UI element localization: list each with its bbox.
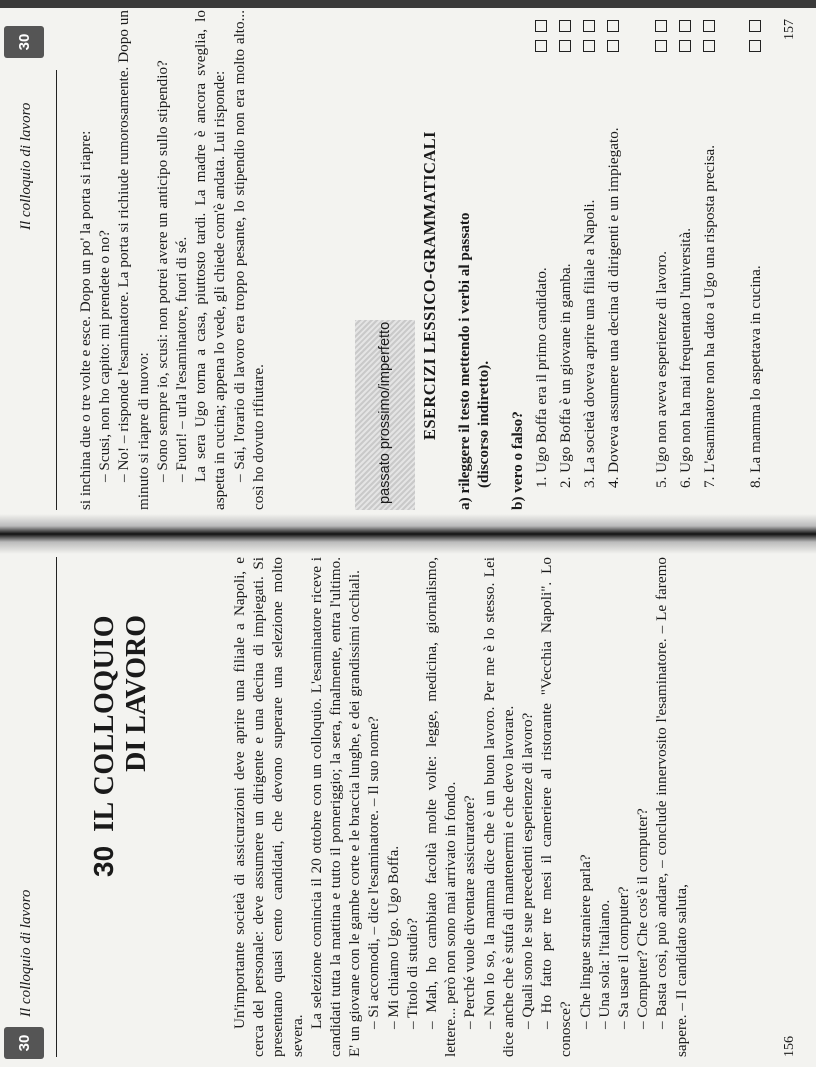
title-line-1: IL COLLOQUIO (89, 615, 120, 832)
dialogue-line: – Sai, l'orario di lavoro era troppo pesante, lo stipendio non era molto alto... così ho dovuto rifiutare. (230, 10, 267, 510)
exercise-instruction: rileggere il testo mettendo i verbi al passato (456, 212, 473, 494)
dialogue-line: – Ho fatto per tre mesi il cameriere al ristorante "Vecchia Napoli". Lo conosce? (538, 557, 575, 1057)
statement-text: Ugo non aveva esperienze di lavoro. (653, 250, 670, 473)
dialogue-line: – Basta così, può andare, – conclude innervosito l'esaminatore. – Le faremo sapere. – Il candidato saluta, (653, 557, 690, 1057)
chapter-title (88, 557, 153, 877)
row-checkboxes (556, 12, 574, 52)
story-text (76, 10, 268, 510)
statement-item (580, 58, 599, 488)
running-head: Il colloquio di lavoro (18, 102, 34, 230)
chapter-badge: 30 (4, 1027, 44, 1059)
statement-item (556, 58, 575, 488)
exercise-instruction: vero o falso? (509, 411, 526, 493)
dialogue-line: – Si accomodi, – dice l'esaminatore. – Il suo nome? (365, 716, 383, 1029)
dialogue-line: – Titolo di studio? (403, 918, 421, 1029)
dialogue-line: – Una sola: l'italiano. (595, 899, 613, 1029)
checkbox[interactable] (607, 20, 619, 32)
statement-number: 2. (557, 476, 574, 488)
statement-number: 4. (605, 476, 622, 488)
dialogue-line: – Sa usare il computer? (615, 886, 633, 1029)
statement-text: L'esaminatore non ha dato a Ugo una risposta precisa. (701, 144, 718, 473)
paragraph: La selezione comincia il 20 ottobre con un colloquio. L'esaminatore riceve i candidati tutta la mattina e tutto il pomeriggio; la sera, finalmente, entra l'ultimo. E' un giovane con le gambe corte e le braccia lunghe, e dei grandissimi occhiali. (307, 557, 364, 1057)
checkbox[interactable] (559, 40, 571, 52)
checkbox[interactable] (679, 40, 691, 52)
dialogue-line: – Che lingue straniere parla? (576, 854, 594, 1029)
exercise-a (455, 10, 493, 510)
checkbox[interactable] (607, 40, 619, 52)
checkbox[interactable] (559, 20, 571, 32)
right-page (0, 0, 816, 530)
running-head: Il colloquio di lavoro (18, 889, 34, 1017)
exercise-letter: a) (456, 497, 473, 510)
exercise-letter: b) (509, 496, 526, 510)
row-checkboxes (746, 12, 764, 52)
dialogue-line: – Non lo so, la mamma dice che è un buon lavoro. Per me è lo stesso. Lei dice anche che è stufa di mantenermi e che devo lavorare. (480, 557, 517, 1057)
checkbox[interactable] (583, 40, 595, 52)
checkbox[interactable] (679, 20, 691, 32)
dialogue-line: – Perché vuole diventare assicuratore? (461, 795, 479, 1029)
statement-number: 7. (701, 476, 718, 488)
grammar-topic-box: passato prossimo/imperfetto (355, 320, 415, 510)
statement-number: 3. (581, 476, 598, 488)
dialogue-line: – Mi chiamo Ugo. Ugo Boffa. (384, 845, 402, 1029)
checkbox[interactable] (703, 40, 715, 52)
row-checkboxes (604, 12, 622, 52)
page-number: 156 (782, 1036, 797, 1057)
dialogue-line: – Quali sono le sue precedenti esperienze di lavoro? (519, 712, 537, 1029)
exercises-heading: ESERCIZI LESSICO-GRAMMATICALI (420, 131, 439, 440)
statement-text: La mamma lo aspettava in cucina. (747, 265, 764, 473)
statement-item (700, 58, 719, 488)
paragraph: La sera Ugo torna a casa, piuttosto tardi. La madre è ancora sveglia, lo aspetta in cucina; appena lo vede, gli chiede com'è andata. Lui risponde: (192, 10, 229, 510)
story-text (230, 557, 691, 1057)
paragraph: Un'importante società di assicurazioni deve aprire una filiale a Napoli, e cerca del personale: deve assumere un dirigente e una decina di impiegati. Si presentano quasi cento candidati, che devono superare una selezione molto severa. (231, 557, 306, 1057)
row-checkboxes (532, 12, 550, 52)
checkbox[interactable] (749, 20, 761, 32)
statement-text: Ugo Boffa è un giovane in gamba. (557, 263, 574, 473)
dialogue-line: – Fuori! – urla l'esaminatore, fuori di sé. (173, 236, 191, 482)
checkbox[interactable] (535, 40, 547, 52)
chapter-badge: 30 (4, 26, 44, 58)
title-line-2: DI LAVORO (121, 615, 152, 772)
dialogue-line: – Scusi, non ho capito: mi prendete o no? (96, 230, 114, 482)
dialogue-line: – Mah, ho cambiato facoltà molte volte: legge, medicina, giornalismo, lettere... però non sono mai arrivato in fondo. (423, 557, 460, 1057)
checkbox[interactable] (583, 20, 595, 32)
chapter-number: 30 (88, 845, 119, 877)
left-page (0, 537, 816, 1067)
header-rule (56, 557, 57, 1057)
dialogue-line: – No! – risponde l'esaminatore. La porta si richiude rumorosamente. Dopo un minuto si riapre di nuovo: (115, 10, 152, 510)
paragraph: si inchina due o tre volte e esce. Dopo un po' la porta si riapre: (77, 130, 94, 510)
exercise-b (508, 411, 527, 510)
row-checkboxes (700, 12, 718, 52)
statement-number: 8. (747, 476, 764, 488)
page-number: 157 (782, 19, 797, 40)
statement-item (746, 58, 765, 488)
statement-text: La società doveva aprire una filiale a Napoli. (581, 199, 598, 473)
statement-text: Ugo non ha mai frequentato l'università. (677, 227, 694, 473)
row-checkboxes (580, 12, 598, 52)
statement-item (652, 58, 671, 488)
statement-text: Doveva assumere una decina di dirigenti e un impiegato. (605, 127, 622, 473)
dialogue-line: – Sono sempre io, scusi: non potrei avere un anticipo sullo stipendio? (153, 60, 171, 482)
statement-number: 5. (653, 476, 670, 488)
header-rule (56, 70, 57, 510)
row-checkboxes (652, 12, 670, 52)
statement-item (532, 58, 551, 488)
checkbox[interactable] (655, 20, 667, 32)
checkbox[interactable] (749, 40, 761, 52)
checkbox[interactable] (703, 20, 715, 32)
statement-number: 1. (533, 476, 550, 488)
row-checkboxes (676, 12, 694, 52)
statement-item (676, 58, 695, 488)
dialogue-line: – Computer? Che cos'è il computer? (634, 808, 652, 1029)
exercise-instruction-cont: (discorso indiretto). (475, 360, 492, 488)
statement-number: 6. (677, 476, 694, 488)
checkbox[interactable] (655, 40, 667, 52)
checkbox[interactable] (535, 20, 547, 32)
statement-item (604, 58, 623, 488)
statement-text: Ugo Boffa era il primo candidato. (533, 267, 550, 473)
